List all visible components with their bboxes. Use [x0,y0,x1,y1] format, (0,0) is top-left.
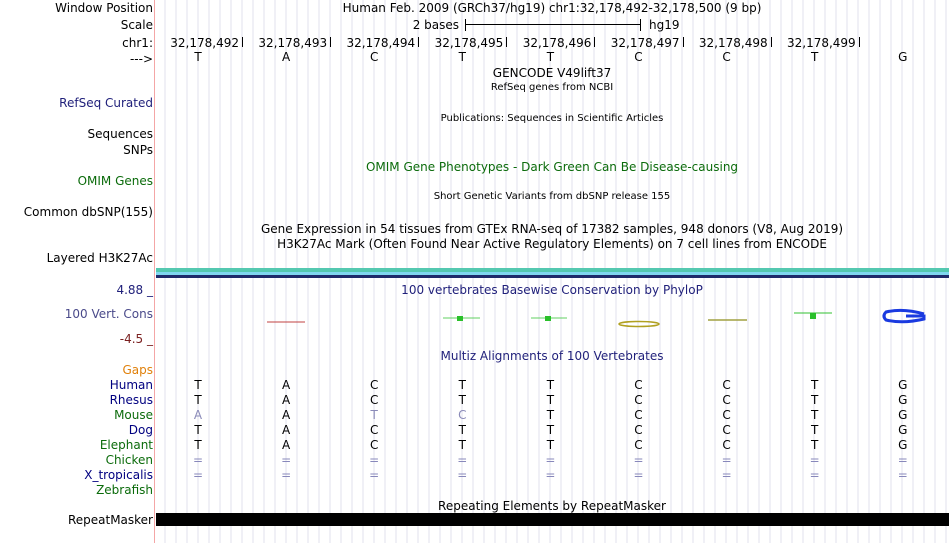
snps-label[interactable]: SNPs [123,143,153,157]
alignment-base: = [897,468,908,482]
alignment-base: = [369,468,380,482]
refseq-curated-label[interactable]: RefSeq Curated [59,96,153,110]
refseq-track-title: RefSeq genes from NCBI [490,82,614,93]
alignment-base: = [281,468,292,482]
h3k27ac-track-title: H3K27Ac Mark (Often Found Near Active Regulatory Elements) on 7 cell lines from ENCODE [277,237,827,251]
species-label[interactable]: Chicken [105,453,153,467]
cons-track-label[interactable]: 100 Vert. Cons [64,307,153,321]
phylop-track-title: 100 vertebrates Basewise Conservation by PhyloP [401,283,703,297]
species-label[interactable]: Zebrafish [96,483,153,497]
species-label[interactable]: X_tropicalis [84,468,153,482]
alignment-base: C [722,408,731,422]
alignment-base: T [458,438,466,452]
base-letter: T [458,50,466,64]
alignment-base: A [281,423,291,437]
assembly-label: hg19 [649,18,680,32]
publications-title: Publications: Sequences in Scientific Articles [440,113,664,124]
alignment-base: A [281,438,291,452]
alignment-base: T [811,378,819,392]
alignment-base: = [809,468,820,482]
alignment-base: T [546,393,555,407]
base-letter: T [194,50,202,64]
phylop-mark-g [884,310,924,321]
alignment-base: C [369,393,379,407]
alignment-base: G [898,438,908,452]
alignment-base: T [194,438,202,452]
alignment-base: A [193,408,203,422]
alignment-base: C [634,378,643,392]
base-letter: C [722,50,731,64]
scale-label: Scale [120,18,153,32]
species-label[interactable]: Dog [128,423,153,437]
alignment-base: = [721,468,732,482]
chrom-label: chr1: [122,36,153,50]
ruler-position-label: 32,178,497 [610,36,680,50]
alignment-base: T [458,393,466,407]
alignment-base: T [458,378,466,392]
alignment-base: C [722,393,731,407]
ruler-position-label: 32,178,492 [170,36,239,50]
alignment-base: C [369,378,379,392]
phylop-mark-t2-box [545,316,551,321]
species-label[interactable]: Mouse [114,408,153,422]
alignment-base: C [722,378,731,392]
sequences-label[interactable]: Sequences [87,127,153,141]
phylop-mark-c1 [619,322,659,327]
alignment-base: C [722,438,731,452]
alignment-base: = [281,453,292,467]
repeatmasker-label[interactable]: RepeatMasker [67,513,153,527]
species-label[interactable]: Human [109,378,153,392]
alignment-base: C [369,423,379,437]
alignment-base: C [722,423,731,437]
alignment-base: T [546,438,555,452]
gencode-title[interactable]: GENCODE V49lift37 [492,66,612,80]
window-position-title[interactable]: Human Feb. 2009 (GRCh37/hg19) chr1:32,178,492-32,178,500 (9 bp) [342,1,762,15]
cons-min-label: -4.5 _ [119,332,153,346]
ruler-position-label: 32,178,496 [522,36,592,50]
alignment-base: = [633,468,644,482]
gtex-track-title: Gene Expression in 54 tissues from GTEx RNA-seq of 17382 samples, 948 donors (V8, Aug 2019) [260,222,844,236]
alignment-base: C [634,438,643,452]
phylop-mark-t3-box [810,313,816,319]
omim-genes-label[interactable]: OMIM Genes [77,174,153,188]
multiz-track-title: Multiz Alignments of 100 Vertebrates [440,349,664,363]
ruler-position-label: 32,178,499 [786,36,856,50]
phylop-mark-t1-box [457,316,463,321]
base-letter: T [811,50,819,64]
alignment-base: A [281,393,291,407]
omim-track-title: OMIM Gene Phenotypes - Dark Green Can Be Disease-causing [365,160,739,174]
layered-h3k27ac-label[interactable]: Layered H3K27Ac [46,251,153,265]
alignment-base: T [194,378,202,392]
alignment-base: T [370,408,378,422]
alignment-base: G [898,423,908,437]
alignment-base: = [545,453,556,467]
alignment-base: = [809,453,820,467]
alignment-base: T [194,393,202,407]
alignment-base: = [457,453,468,467]
alignment-base: G [898,408,908,422]
ruler-position-label: 32,178,494 [346,36,416,50]
alignment-base: G [898,393,908,407]
alignment-base: C [369,438,379,452]
cons-max-label: 4.88 _ [116,283,153,297]
alignment-base: T [546,378,555,392]
species-label[interactable]: Elephant [99,438,153,452]
alignment-base: = [897,453,908,467]
alignment-base: = [721,453,732,467]
gaps-label[interactable]: Gaps [122,363,153,377]
alignment-base: T [811,423,819,437]
common-dbsnp-label[interactable]: Common dbSNP(155) [23,205,153,219]
dbsnp-track-title: Short Genetic Variants from dbSNP release 155 [433,191,671,202]
alignment-base: C [634,408,643,422]
alignment-base: = [369,453,380,467]
alignment-base: T [811,393,819,407]
strand-label: ---> [129,52,153,66]
alignment-base: C [458,408,467,422]
species-label[interactable]: Rhesus [109,393,153,407]
repeatmasker-bar[interactable] [156,513,949,526]
alignment-base: T [458,423,466,437]
alignment-base: = [545,468,556,482]
alignment-base: T [546,408,555,422]
scale-text: 2 bases [412,18,459,32]
window-position-label: Window Position [55,1,153,15]
alignment-base: = [192,468,204,482]
repeatmasker-track-title: Repeating Elements by RepeatMasker [438,499,666,513]
base-letter: G [898,50,908,64]
alignment-base: = [457,468,468,482]
alignment-base: T [194,423,202,437]
base-letter: C [369,50,379,64]
ruler-position-label: 32,178,498 [698,36,768,50]
alignment-base: A [281,378,291,392]
alignment-base: = [192,453,204,467]
alignment-base: C [634,423,643,437]
alignment-base: T [811,438,819,452]
alignment-base: G [898,378,908,392]
base-letter: T [546,50,555,64]
base-letter: A [281,50,291,64]
alignment-base: A [281,408,291,422]
ruler-position-label: 32,178,493 [258,36,328,50]
alignment-base: = [633,453,644,467]
ruler-position-label: 32,178,495 [434,36,504,50]
alignment-base: T [811,408,819,422]
base-letter: C [634,50,643,64]
alignment-base: T [546,423,555,437]
alignment-base: C [634,393,643,407]
